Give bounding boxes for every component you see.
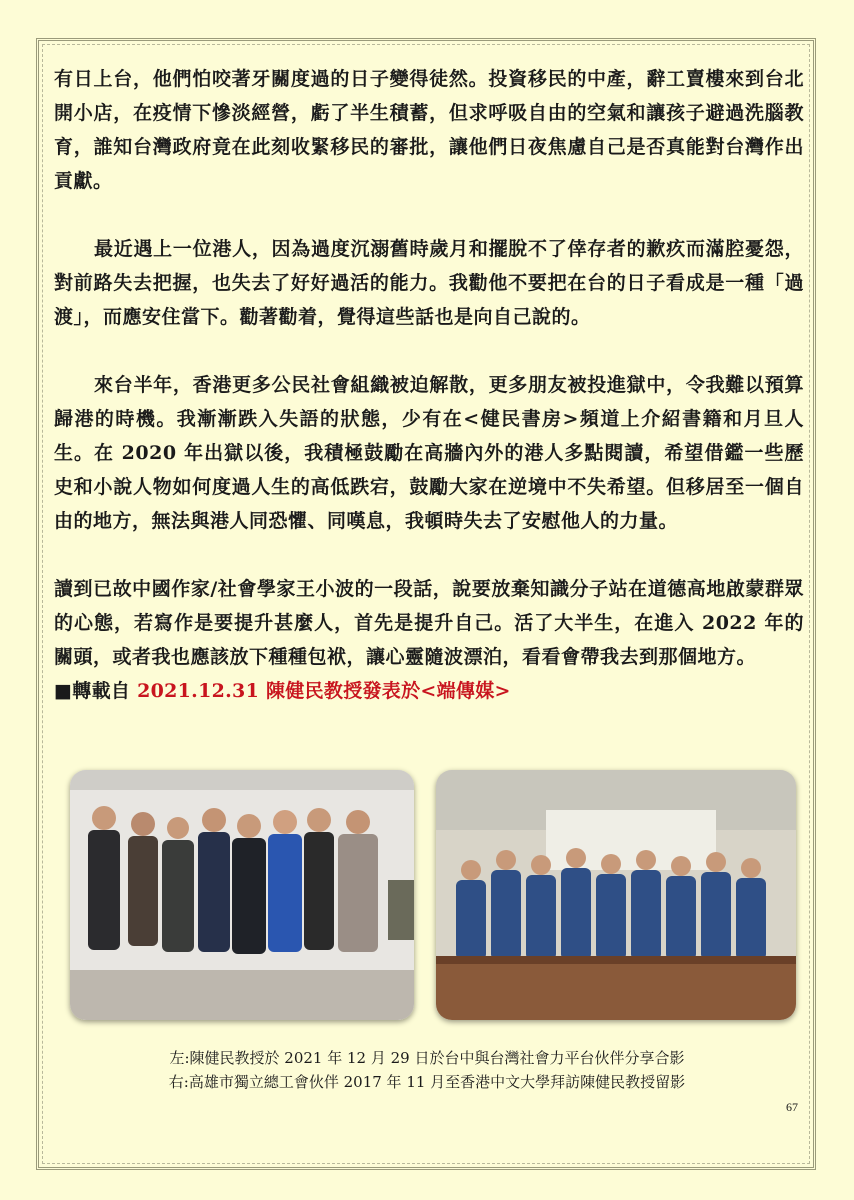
caption-left: 左:陳健民教授於 2021 年 12 月 29 日於台中與台灣社會力平台伙伴分享合影 <box>169 1049 685 1067</box>
source-highlight: 2021.12.31 陳健民教授發表於<端傳媒> <box>137 680 511 702</box>
square-bullet-icon: ■ <box>54 680 73 702</box>
paragraph-2: 最近遇上一位港人，因為過度沉溺舊時歲月和擺脫不了倖存者的歉疚而滿腔憂怨，對前路失去把握，也失去了好好過活的能力。我勸他不要把在台的日子看成是一種「過渡」，而應安住當下。勸著勸着，覺得這些話也是向自己說的。 <box>54 238 804 328</box>
paragraph-3: 來台半年，香港更多公民社會組織被迫解散，更多朋友被投進獄中，令我難以預算歸港的時機。我漸漸跌入失語的狀態，少有在<健民書房>頻道上介紹書籍和月旦人生。在 2020 年出獄以後，我積極鼓勵在高牆內外的港人多點閱讀，希望借鑑一些歷史和小說人物如何度過人生的高低跌宕，鼓勵大家在逆境中不失希望。但移居至一個自由的地方，無法與港人同恐懼、同嘆息，我頓時失去了安慰他人的力量。 <box>54 374 804 532</box>
photo-row <box>70 770 798 1020</box>
paragraph-1: 有日上台，他們怕咬著牙關度過的日子變得徒然。投資移民的中產，辭工賣樓來到台北開小店，在疫情下慘淡經營，虧了半生積蓄，但求呼吸自由的空氣和讓孩子避過洗腦教育，誰知台灣政府竟在此刻收緊移民的審批，讓他們日夜焦慮自己是否真能對台灣作出貢獻。 <box>54 68 804 192</box>
article-body <box>54 62 804 706</box>
paragraph-4: 讀到已故中國作家/社會學家王小波的一段話，說要放棄知識分子站在道德高地啟蒙群眾的心態，若寫作是要提升甚麼人，首先是提升自己。活了大半生，在進入 2022 年的關頭，或者我也應該放下種種包袱，讓心靈隨波漂泊，看看會帶我去到那個地方。 <box>54 578 804 668</box>
source-line <box>54 676 804 706</box>
caption-right: 右:高雄市獨立總工會伙伴 2017 年 11 月至香港中文大學拜訪陳健民教授留影 <box>168 1073 686 1091</box>
photo-caption <box>0 1046 854 1094</box>
page-number: 67 <box>786 1100 798 1114</box>
group-photo-right-image <box>436 770 796 1020</box>
group-photo-right <box>436 770 796 1020</box>
group-photo-left-image <box>70 770 414 1020</box>
group-photo-left <box>70 770 414 1020</box>
source-prefix: 轉載自 <box>72 680 131 702</box>
